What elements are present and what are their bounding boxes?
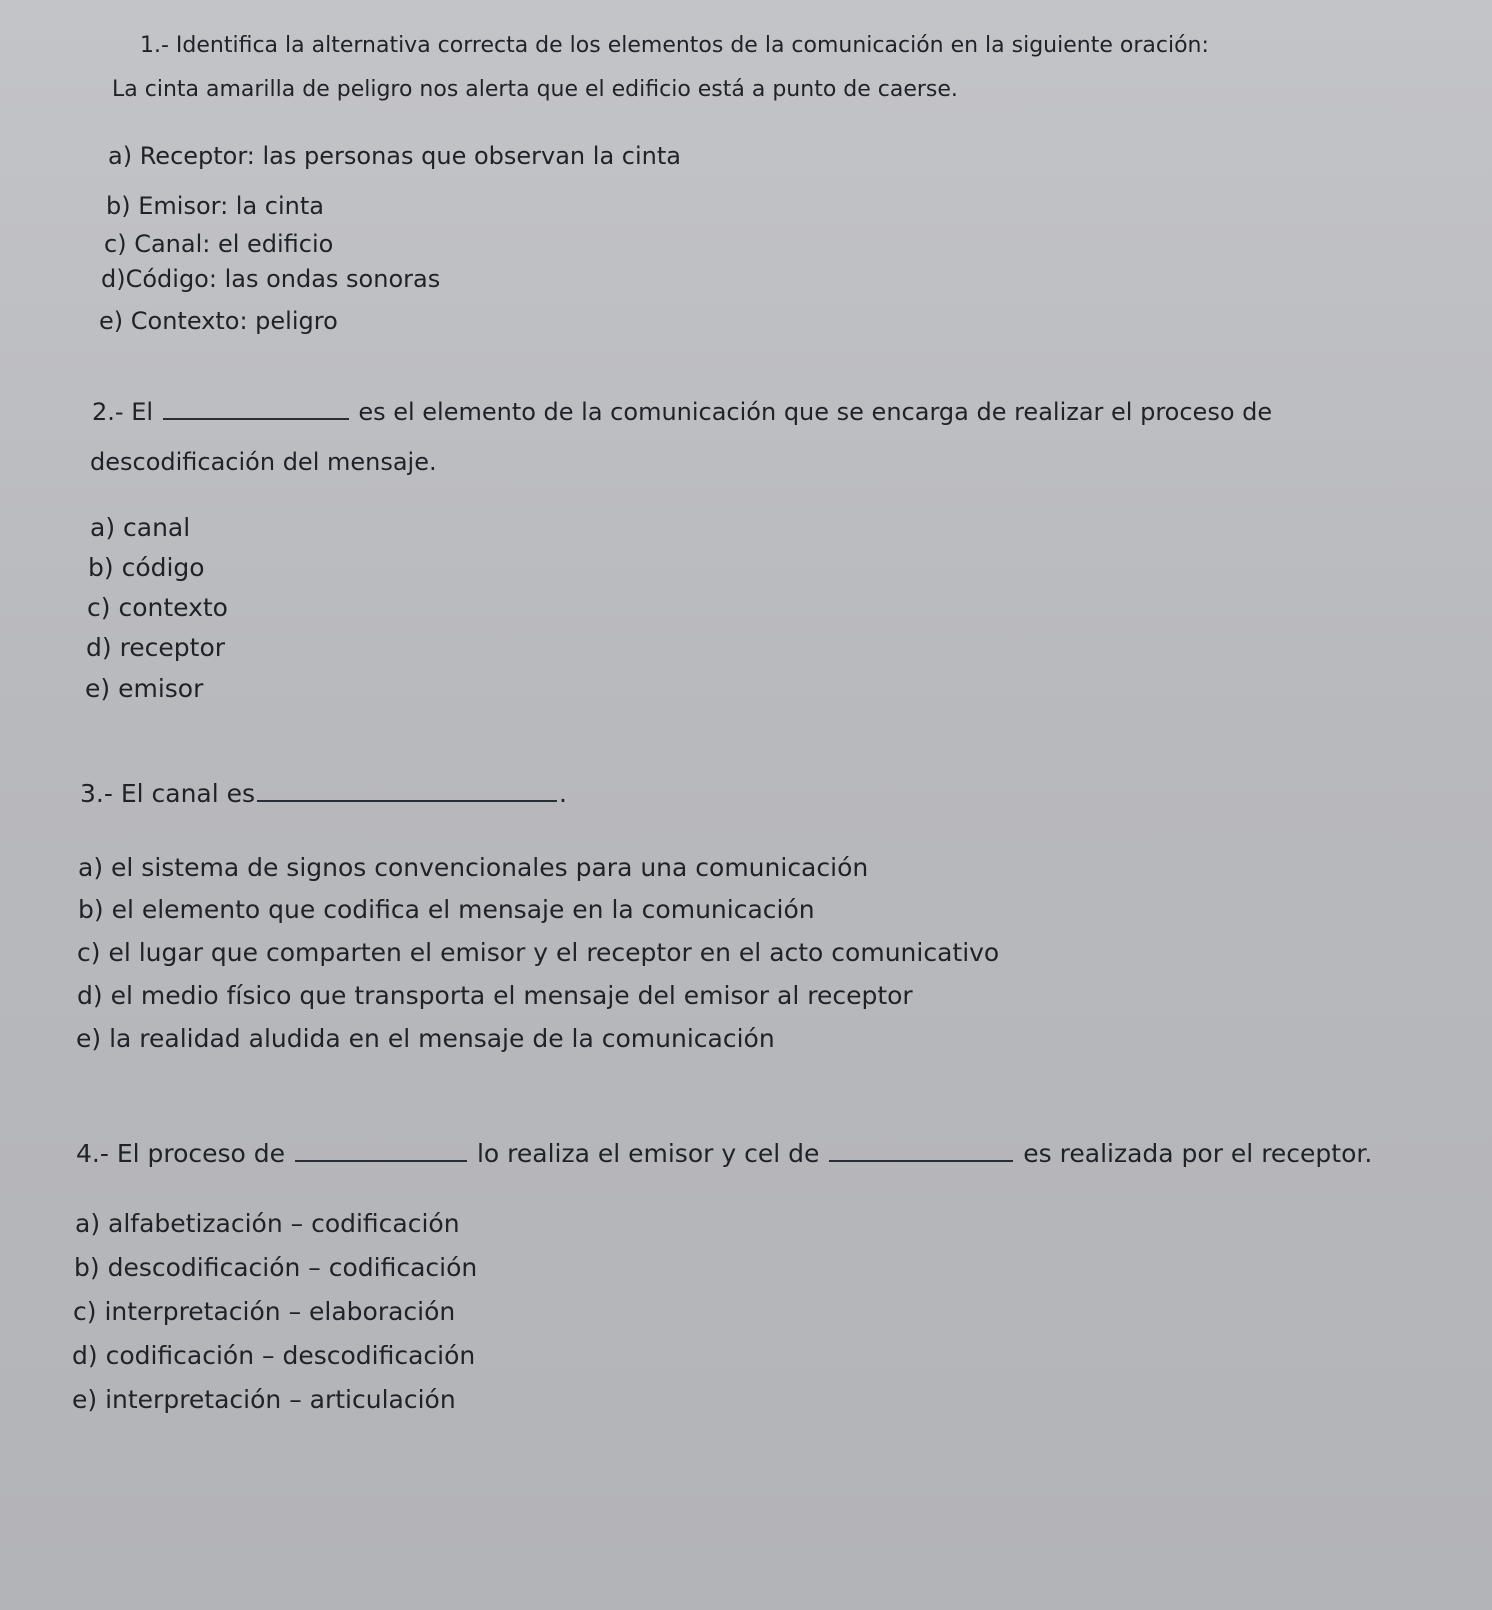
- question-4-answer-blank-2: [829, 1140, 1013, 1162]
- question-4-prompt: [76, 1138, 1372, 1170]
- question-1-option-b: b) Emisor: la cinta: [106, 192, 324, 220]
- question-2-answer-blank: [163, 398, 349, 420]
- question-3-option-b: b) el elemento que codifica el mensaje en la comunicación: [78, 895, 815, 924]
- question-2-option-d: d) receptor: [86, 633, 226, 662]
- question-3-option-a: a) el sistema de signos convencionales para una comunicación: [78, 853, 869, 882]
- question-1-prompt: 1.- Identifica la alternativa correcta de los elementos de la comunicación en la siguiente oración:: [140, 33, 1209, 58]
- question-3-option-d: d) el medio físico que transporta el mensaje del emisor al receptor: [77, 981, 913, 1010]
- question-2-option-e: e) emisor: [85, 674, 204, 703]
- question-1-option-d: d)Código: las ondas sonoras: [101, 265, 441, 293]
- question-2-prompt: [92, 396, 1272, 428]
- question-1-option-a: a) Receptor: las personas que observan la cinta: [108, 142, 681, 170]
- question-4-prompt-start: 4.- El proceso de: [76, 1139, 286, 1168]
- question-4-answer-blank-1: [295, 1140, 467, 1162]
- question-1-sentence: La cinta amarilla de peligro nos alerta que el edificio está a punto de caerse.: [112, 77, 958, 102]
- question-3-prompt-end: .: [559, 779, 567, 808]
- question-3-prompt: [80, 778, 567, 810]
- question-4-prompt-mid: lo realiza el emisor y cel de: [476, 1139, 820, 1168]
- question-3-option-c: c) el lugar que comparten el emisor y el receptor en el acto comunicativo: [77, 938, 1000, 967]
- question-4-option-b: b) descodificación – codificación: [74, 1253, 478, 1282]
- question-2-prompt-end: es el elemento de la comunicación que se encarga de realizar el proceso de: [358, 398, 1273, 426]
- question-3-answer-blank: [257, 780, 557, 802]
- question-4-option-c: c) interpretación – elaboración: [73, 1297, 456, 1326]
- question-3-option-e: e) la realidad aludida en el mensaje de la comunicación: [76, 1024, 775, 1053]
- question-1-option-c: c) Canal: el edificio: [104, 230, 334, 258]
- question-3-prompt-start: 3.- El canal es: [80, 779, 256, 808]
- question-1-option-e: e) Contexto: peligro: [99, 307, 338, 335]
- question-2-option-a: a) canal: [90, 513, 191, 542]
- question-4-option-d: d) codificación – descodificación: [72, 1341, 476, 1370]
- question-2-option-c: c) contexto: [87, 593, 228, 622]
- question-2-prompt-line2: descodificación del mensaje.: [90, 448, 437, 476]
- question-2-prompt-start: 2.- El: [92, 398, 154, 426]
- question-4-option-a: a) alfabetización – codificación: [75, 1209, 460, 1238]
- question-4-option-e: e) interpretación – articulación: [72, 1385, 456, 1414]
- question-2-option-b: b) código: [88, 553, 205, 582]
- question-4-prompt-end: es realizada por el receptor.: [1023, 1139, 1373, 1168]
